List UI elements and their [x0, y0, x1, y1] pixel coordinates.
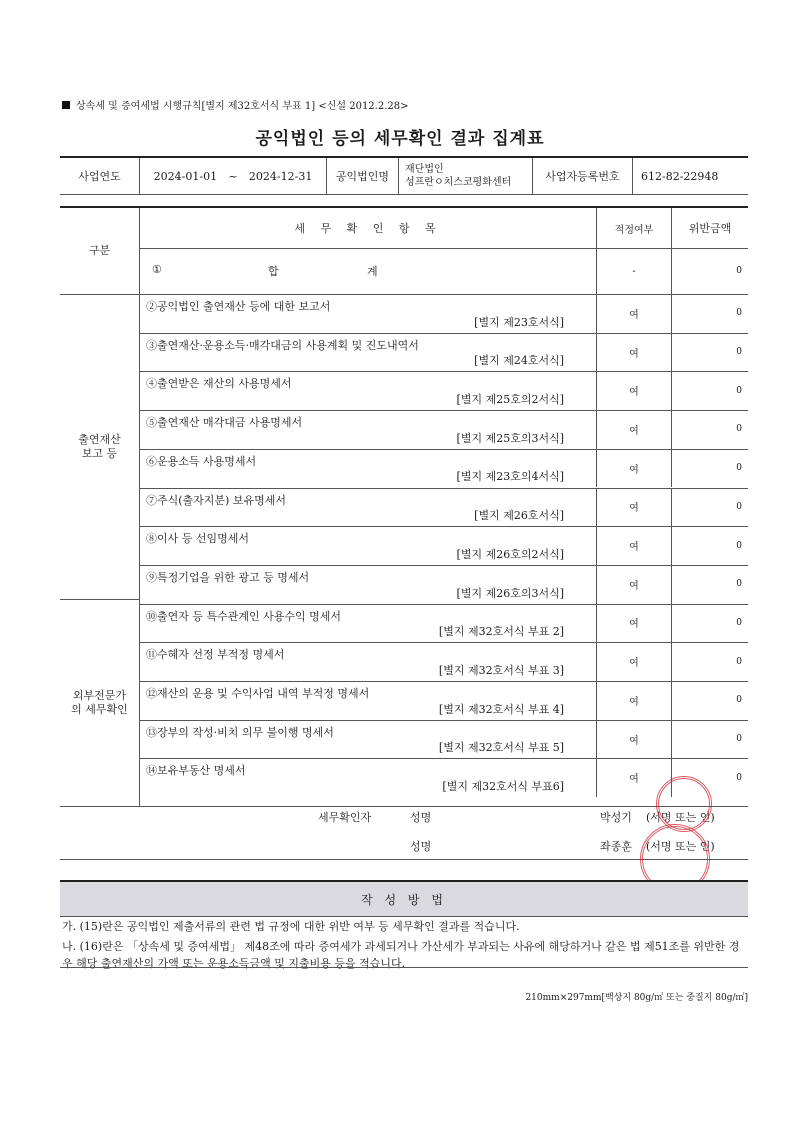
- table-row-item: [140, 333, 597, 372]
- biz-number-value: 612-82-22948: [641, 169, 719, 183]
- item-form-reference: [별지 제26호의3서식]: [456, 586, 564, 600]
- item-amount: 0: [736, 308, 742, 319]
- total-amount: 0: [736, 266, 742, 276]
- form-reference: [62, 97, 409, 112]
- item-amount: 0: [736, 579, 742, 590]
- item-name: ③출연재산·운용소득·매각대금의 사용계획 및 진도내역서: [146, 338, 419, 352]
- item-form-reference: [별지 제26호의2서식]: [456, 547, 564, 561]
- item-name: ⑧이사 등 선임명세서: [146, 532, 250, 546]
- item-ok: 여: [597, 449, 672, 488]
- checker-name-1: 박성기: [600, 811, 632, 824]
- sign-note-1: (서명 또는 인): [646, 811, 715, 824]
- item-ok: 여: [597, 681, 672, 720]
- info-row: [60, 156, 748, 195]
- category-contribution-line1: 출연재산: [78, 432, 121, 446]
- table-row-item: [140, 642, 597, 681]
- document-title: 공익법인 등의 세무확인 결과 집계표: [255, 129, 545, 149]
- item-ok: 여: [597, 526, 672, 565]
- year-end: 2024-12-31: [248, 169, 313, 183]
- item-ok: 여: [597, 488, 672, 527]
- item-ok: 여: [597, 604, 672, 643]
- item-name: ④출연받은 재산의 사용명세서: [146, 377, 292, 391]
- method-section-title: 작 성 방 법: [60, 880, 748, 917]
- item-amount: 0: [736, 656, 742, 667]
- item-name: ⑥운용소득 사용명세서: [146, 454, 257, 468]
- item-ok: 여: [597, 720, 672, 759]
- item-amount: 0: [736, 617, 742, 628]
- corp-name-line1: 재단법인: [405, 164, 444, 175]
- item-ok: 여: [597, 642, 672, 681]
- item-name: ⑫재산의 운용 및 수익사업 내역 부적정 명세서: [146, 687, 370, 700]
- item-ok: 여: [597, 371, 672, 410]
- corp-name-label: 공익법인명: [327, 158, 399, 194]
- item-form-reference: [별지 제23호서식]: [474, 315, 564, 329]
- item-form-reference: [별지 제32호서식 부표 2]: [438, 625, 564, 639]
- amount-header: 위반금액: [688, 222, 732, 235]
- year-start: 2024-01-01: [153, 169, 218, 183]
- item-form-reference: [별지 제26호서식]: [474, 509, 564, 523]
- item-form-reference: [별지 제25호의2서식]: [456, 393, 564, 407]
- item-amount: 0: [736, 385, 742, 396]
- table-row-item: [140, 681, 597, 720]
- table-row-item: [140, 758, 597, 797]
- item-form-reference: [별지 제32호서식 부표 4]: [438, 702, 564, 716]
- item-amount: 0: [736, 424, 742, 435]
- item-amount: 0: [736, 501, 742, 512]
- sign-note-2: (서명 또는 인): [646, 840, 715, 853]
- category-external-line1: 외부전문가: [72, 688, 127, 702]
- total-number: ①: [152, 263, 162, 276]
- paper-spec: 210mm×297mm[백상지 80g/㎡ 또는 중질지 80g/㎡]: [525, 993, 748, 1003]
- item-ok: 여: [597, 565, 672, 604]
- notes-divider: [60, 967, 748, 968]
- method-note-2: 나. (16)란은 「상속세 및 증여세법」 제48조에 따라 증여세가 과세되거나 가산세가 부과되는 사유에 해당하거나 같은 법 제51조를 위반한 경우 해당 출연재산의 가액 또는 운용소득금액 및 지출비용 등을 적습니다.: [62, 940, 740, 970]
- table-row-item: [140, 410, 597, 449]
- item-form-reference: [별지 제24호서식]: [474, 354, 564, 368]
- table-row-item: [140, 604, 597, 643]
- table-row-item: [140, 488, 597, 527]
- table-row-item: [140, 720, 597, 759]
- item-ok: 여: [597, 410, 672, 449]
- items-header: [140, 208, 597, 248]
- total-ok: -: [597, 248, 672, 294]
- corp-name-line2: 성프란ㅇ치스코평화센터: [405, 177, 512, 188]
- item-amount: 0: [736, 772, 742, 783]
- item-form-reference: [별지 제23호의4서식]: [456, 470, 564, 484]
- item-amount: 0: [736, 463, 742, 474]
- square-bullet-icon: [62, 101, 70, 109]
- total-row-label: [140, 248, 597, 294]
- method-note-1: 가. (15)란은 공익법인 제출서류의 관련 법 규정에 대한 위반 여부 등 세무확인 결과를 적습니다.: [62, 920, 520, 933]
- category-external-line2: 의 세무확인: [71, 702, 128, 716]
- item-form-reference: [별지 제25호의3서식]: [456, 431, 564, 445]
- checker-name-label-1: 성명: [410, 811, 432, 824]
- item-form-reference: [별지 제32호서식 부표 3]: [438, 663, 564, 677]
- item-name: ⑤출연재산 매각대금 사용명세서: [146, 416, 303, 430]
- table-row-item: [140, 526, 597, 565]
- category-external-expert: [60, 599, 140, 806]
- item-amount: 0: [736, 734, 742, 745]
- item-amount: 0: [736, 540, 742, 551]
- table-row-item: [140, 565, 597, 604]
- business-year-value: [140, 158, 327, 194]
- item-name: ⑬장부의 작성·비치 의무 불이행 명세서: [146, 725, 334, 739]
- item-name: ②공익법인 출연재산 등에 대한 보고서: [146, 300, 331, 313]
- item-ok: 여: [597, 758, 672, 797]
- table-row-item: [140, 449, 597, 488]
- category-contribution: [60, 294, 140, 599]
- category-header: 구분: [60, 208, 140, 294]
- items-header-text: 세 무 확 인 항 목: [294, 222, 442, 235]
- item-name: ⑩출연자 등 특수관계인 사용수익 명세서: [146, 609, 342, 623]
- item-name: ⑭보유부동산 명세서: [146, 764, 246, 778]
- total-text-2: 계: [367, 265, 378, 278]
- corp-name-value: [399, 158, 533, 194]
- year-separator: ~: [228, 169, 238, 183]
- checker-role: 세무확인자: [318, 811, 372, 824]
- biz-number-label: 사업자등록번호: [533, 158, 633, 194]
- table-row-item: [140, 294, 597, 333]
- item-form-reference: [별지 제32호서식 부표6]: [442, 780, 564, 794]
- method-notes: [62, 918, 748, 972]
- business-year-label: 사업연도: [60, 158, 140, 194]
- item-name: ⑪수혜자 선정 부적정 명세서: [146, 648, 285, 662]
- form-reference-text: 상속세 및 증여세법 시행규칙[별지 제32호서식 부표 1] <신설 2012.2.28>: [76, 101, 409, 112]
- checker-name-2: 좌종훈: [600, 840, 632, 853]
- ok-header: 적정여부: [597, 208, 672, 248]
- tax-check-table: [60, 206, 748, 807]
- item-name: ⑨특정기업을 위한 광고 등 명세서: [146, 570, 310, 584]
- category-contribution-line2: 보고 등: [81, 446, 118, 460]
- table-row-item: [140, 371, 597, 410]
- item-amount: 0: [736, 695, 742, 706]
- seal-stamp-1: [656, 776, 712, 832]
- checker-name-label-2: 성명: [410, 840, 432, 853]
- item-form-reference: [별지 제32호서식 부표 5]: [438, 741, 564, 755]
- item-name: ⑦주식(출자지분) 보유명세서: [146, 493, 286, 507]
- total-text-1: 합: [268, 265, 279, 278]
- item-ok: 여: [597, 333, 672, 372]
- item-ok: 여: [597, 294, 672, 333]
- item-amount: 0: [736, 347, 742, 358]
